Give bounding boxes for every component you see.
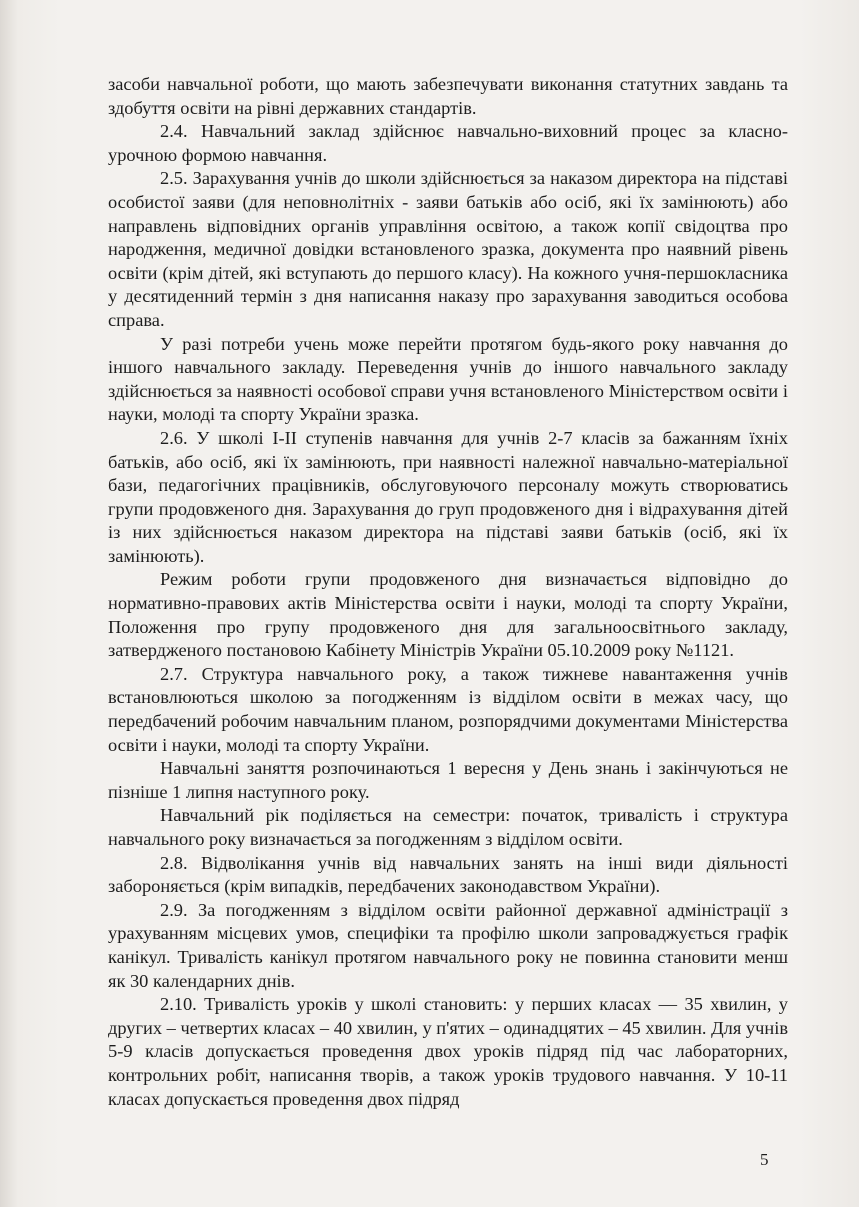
paragraph-2-8: 2.8. Відволікання учнів від навчальних занять на інші види діяльності забороняється (крім випадків, передбачених законодавством України). bbox=[108, 852, 788, 897]
paragraph: засоби навчальної роботи, що мають забезпечувати виконання статутних завдань та здобуття освіти на рівні державних стандартів. bbox=[108, 74, 788, 118]
paragraph-2-10: 2.10. Тривалість уроків у школі становить: у перших класах — 35 хвилин, у других – четвертих класах – 40 хвилин, у п'ятих – одинадцятих – 45 хвилин. Для учнів 5-9 класів допускається проведення двох уроків підряд під час лабораторних, контрольних робіт, написання творів, а також уроків трудового навчання. У 10-11 класах допускається проведення двох підряд bbox=[108, 994, 788, 1109]
page-number: 5 bbox=[760, 1150, 769, 1169]
paragraph-2-5: 2.5. Зарахування учнів до школи здійснюється за наказом директора на підставі особистої заяви (для неповнолітніх - заяви батьків або осіб, які їх замінюють) або направлень відповідних органів управління освітою, а також копії свідоцтва про народження, медичної довідки встановленого зразка, документа про наявний рівень освіти (крім дітей, які вступають до першого класу). На кожного учня-першокласника у десятиденний термін з дня написання наказу про зарахування заводиться особова справа. bbox=[108, 168, 788, 330]
paragraph-2-9: 2.9. За погодженням з відділом освіти районної державної адміністрації з урахуванням місцевих умов, специфіки та профілю школи запроваджується графік канікул. Тривалість канікул протягом навчального року не повинна становити менш як 30 календарних днів. bbox=[108, 899, 788, 991]
paragraph-2-4: 2.4. Навчальний заклад здійснює навчально-виховний процес за класно- урочною формою навчання. bbox=[108, 121, 788, 165]
paragraph: У разі потреби учень може перейти протягом будь-якого року навчання до іншого навчального закладу. Переведення учнів до іншого навчального закладу здійснюється за наявності особової справи учня встановленого Міністерством освіти і науки, молоді та спорту України зразка. bbox=[108, 333, 788, 425]
paragraph: Навчальні заняття розпочинаються 1 вересня у День знань і закінчуються не пізніше 1 липня наступного року. bbox=[108, 758, 788, 802]
paragraph-2-7: 2.7. Структура навчального року, а також тижневе навантаження учнів встановлюються школою за погодженням із відділом освіти в межах часу, що передбачений робочим навчальним планом, розпорядчими документами Міністерства освіти і науки, молоді та спорту України. bbox=[108, 663, 788, 755]
document-body bbox=[108, 73, 788, 1111]
paragraph-2-6: 2.6. У школі І-ІІ ступенів навчання для учнів 2-7 класів за бажанням їхніх батьків, або осіб, які їх замінюють, при наявності належної навчально-матеріальної бази, педагогічних працівників, обслуговуючого персоналу можуть створюватись групи продовженого дня. Зарахування до груп продовженого дня і відрахування дітей із них здійснюється наказом директора на підставі заяви батьків (осіб, які їх замінюють). bbox=[108, 427, 788, 566]
paragraph: Навчальний рік поділяється на семестри: початок, тривалість і структура навчального року визначається за погодженням з відділом освіти. bbox=[108, 805, 788, 849]
paragraph: Режим роботи групи продовженого дня визначається відповідно до нормативно-правових актів Міністерства освіти і науки, молоді та спорту України, Положення про групу продовженого дня для загальноосвітнього закладу, затвердженого постановою Кабінету Міністрів України 05.10.2009 року №1121. bbox=[108, 569, 788, 661]
